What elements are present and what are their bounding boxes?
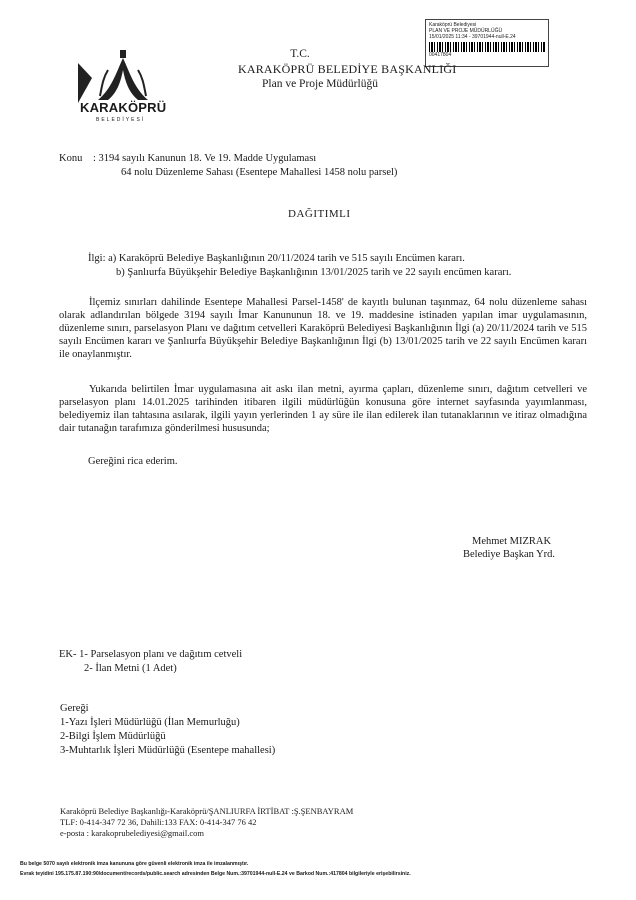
reference-b: b) Şanlıurfa Büyükşehir Belediye Başkanlığının 13/01/2025 tarih ve 22 sayılı encümen kararı. (116, 267, 512, 278)
barcode-icon (429, 42, 545, 52)
body-paragraph-2: Yukarıda belirtilen İmar uygulamasına ait askı ilan metni, ayırma çapları, düzenleme sınırı, dağıtım cetvelleri ve parselasyon planı 14.01.2025 tarihinden itibaren ilgili müdürlüğün konusuna göre internet sayfasında yayımlanması, belediyemiz ilan tahtasına asılarak, ilgili yayın yerlerinden 1 ay süre ile ilan edilerek ilan tutanaklarının ve itiraz olmadığına dair tutanağın tarafımıza gönderilmesi hususunda; (59, 384, 587, 434)
signatory-title: Belediye Başkan Yrd. (463, 549, 556, 560)
footer-address: Karaköprü Belediye Başkanlığı-Karaköprü/ŞANLIURFA İRTİBAT :Ş.ŞENBAYRAM (60, 806, 354, 816)
stamp-line-1: Karaköprü Belediyesi (429, 22, 477, 28)
recipient-item: 2-Bilgi İşlem Müdürlüğü (60, 731, 166, 742)
stamp-line-3: 15/01/2025 11:34 - 39701944-null-E.24 (429, 34, 516, 40)
attachment-item: 2- İlan Metni (1 Adet) (84, 663, 177, 674)
footer-phone: TLF: 0-414-347 72 36, Dahili:133 FAX: 0-414-347 76 42 (60, 817, 257, 827)
subject-label: Konu (59, 153, 83, 164)
reference-a: İlgi: a) Karaköprü Belediye Başkanlığının 20/11/2024 tarih ve 515 sayılı Encümen kararı. (88, 253, 465, 264)
closing-line: Gereğini rica ederim. (88, 456, 178, 467)
subject-line-2: 64 nolu Düzenleme Sahası (Esentepe Mahallesi 1458 nolu parsel) (121, 167, 398, 178)
logo-name: KARAKÖPRÜ (80, 100, 167, 115)
stamp-line-2: PLAN VE PROJE MÜDÜRLÜĞÜ (429, 28, 503, 34)
body-paragraph-1: İlçemiz sınırları dahilinde Esentepe Mahallesi Parsel-1458' de kayıtlı bulunan taşınmaz, 64 nolu düzenleme sahası olarak adlandırılan bölgede 3194 sayılı İmar Kanununun 18. ve 19. maddesine istinaden yapılan imar uygulamasının, düzenleme sınırı, parselasyon Planı ve dağıtım cetvelleri Karaköprü Belediyesi Başkanlığının İlgi (a) 20/11/2024 tarih ve 515 sayılı Encümen kararı ve Şanlıurfa Büyükşehir Belediye Başkanlığının İlgi (b) 13/01/2025 tarih ve 22 sayılı Encümen kararı ile onaylanmıştır. (59, 297, 587, 360)
header-tc: T.C. (290, 48, 310, 60)
stamp-number: 00417804 (429, 52, 452, 58)
header-institution: KARAKÖPRÜ BELEDİYE BAŞKANLIĞI (238, 62, 457, 76)
distribution-heading: DAĞITIMLI (288, 208, 351, 220)
subject-line-1: : 3194 sayılı Kanunun 18. Ve 19. Madde Uygulaması (93, 153, 317, 164)
header-department: Plan ve Proje Müdürlüğü (262, 78, 378, 90)
signatory-name: Mehmet MIZRAK (472, 536, 552, 547)
registration-stamp (425, 19, 549, 67)
verification-note: Evrak teyidini 195.175.87.190:90/document/records/public.search adresinden Belge Num.:39701944-null-E.24 ve Barkod Num.:417804 bilgileriyle erişebilirsiniz. (20, 871, 411, 877)
logo-subtitle: BELEDİYESİ (96, 117, 146, 123)
recipient-item: 1-Yazı İşleri Müdürlüğü (İlan Memurluğu) (60, 717, 240, 728)
footer-email: e-posta : karakoprubelediyesi@gmail.com (60, 828, 205, 838)
esign-note: Bu belge 5070 sayılı elektronik imza kanununa göre güvenli elektronik imza ile imzalanmıştır. (20, 861, 249, 867)
recipients-label: Gereği (60, 703, 89, 714)
attachment-item: EK- 1- Parselasyon planı ve dağıtım cetveli (59, 649, 243, 660)
recipient-item: 3-Muhtarlık İşleri Müdürlüğü (Esentepe mahallesi) (60, 745, 276, 756)
